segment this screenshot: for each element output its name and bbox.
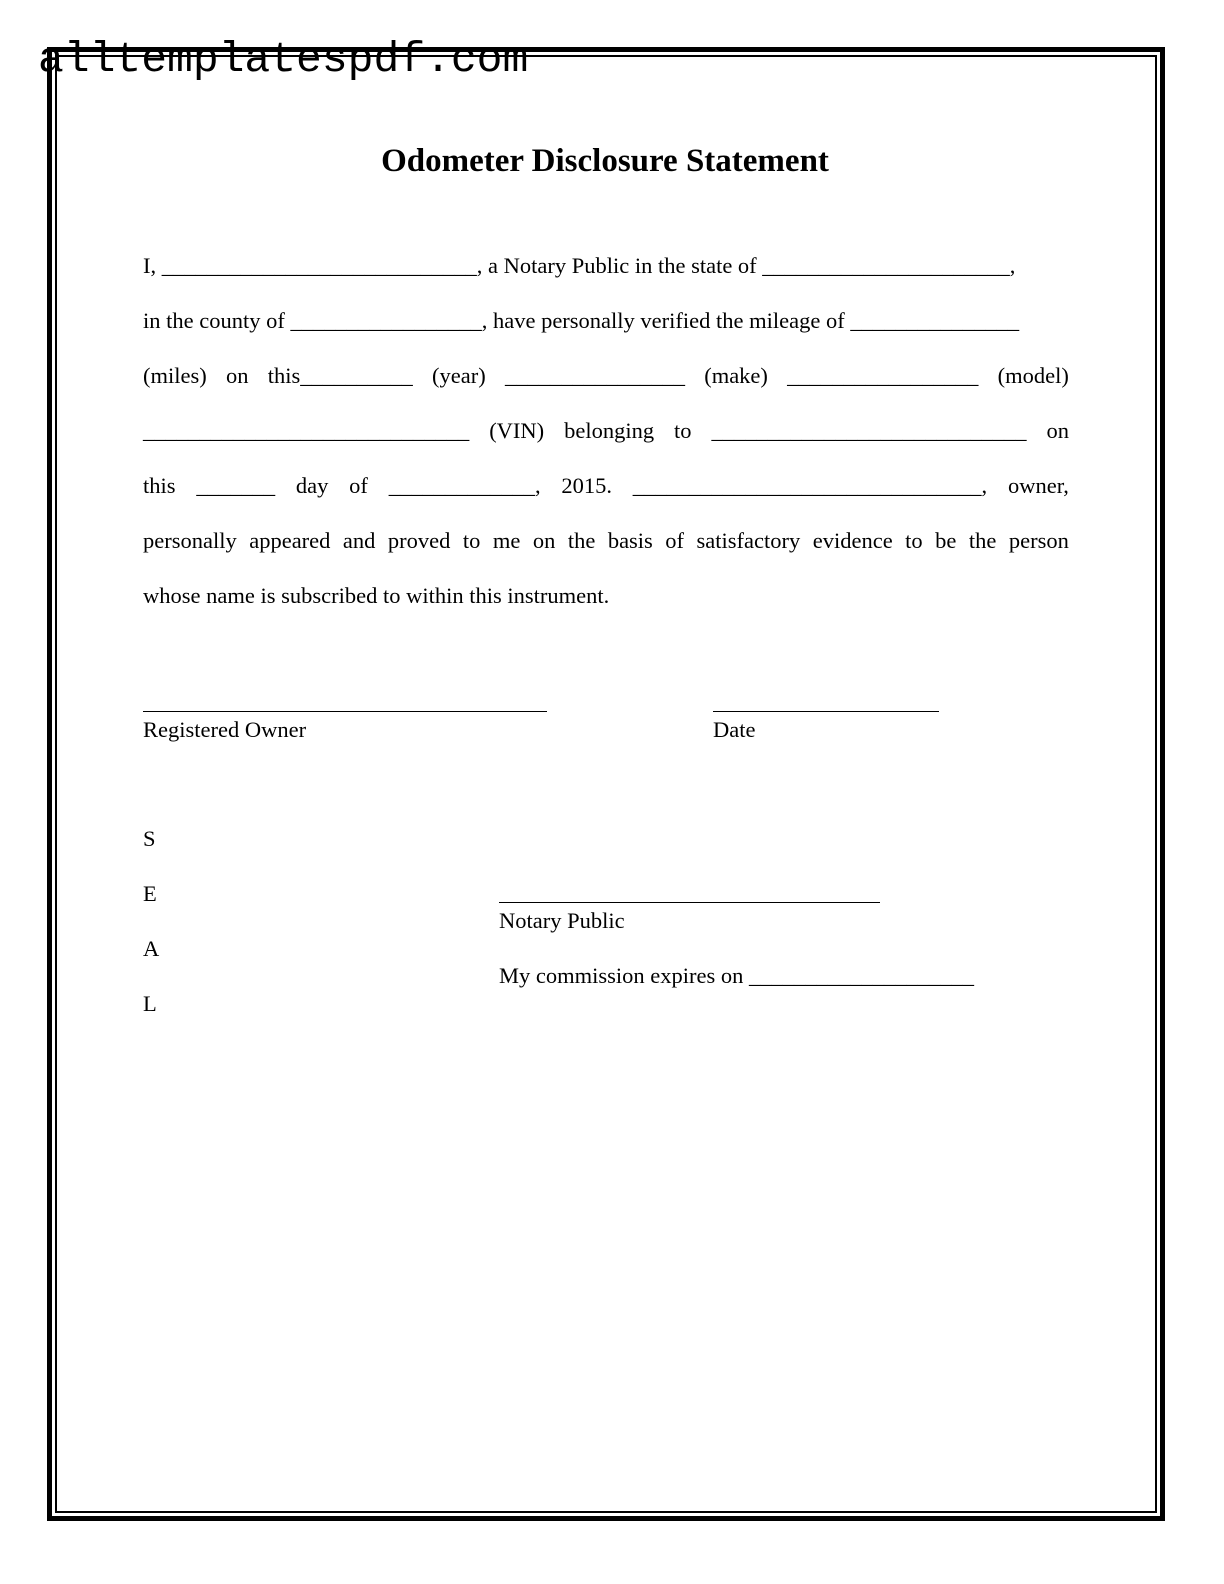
statement-word: on — [532, 528, 556, 553]
statement-line — [143, 403, 1069, 458]
fill-in-blank[interactable]: ____________________________ — [711, 418, 1027, 443]
statement-word: 2015. — [561, 473, 612, 498]
fill-in-blank[interactable]: _____________, — [388, 473, 541, 498]
statement-word: the — [968, 528, 997, 553]
fill-in-blank[interactable]: _______ — [196, 473, 276, 498]
statement-word: on — [225, 363, 249, 388]
statement-word: me — [492, 528, 521, 553]
statement-word: to — [462, 528, 481, 553]
statement-word: of — [349, 473, 368, 498]
statement-word: belonging — [564, 418, 655, 443]
statement-word: the — [567, 528, 596, 553]
statement-line — [143, 568, 1069, 623]
commission-expiry: My commission expires on ____________________ — [499, 963, 974, 988]
statement-line — [143, 513, 1069, 568]
statement-word: to — [905, 528, 923, 553]
seal-letter-s: S — [143, 826, 156, 851]
statement-word: (make) — [704, 363, 768, 388]
fill-in-blank[interactable]: ________________ — [504, 363, 685, 388]
date-signature-label: Date — [713, 717, 756, 742]
owner-signature-label: Registered Owner — [143, 717, 307, 742]
statement-word: (VIN) — [489, 418, 545, 443]
statement-word: appeared — [249, 528, 331, 553]
seal-letter-a: A — [143, 936, 160, 961]
statement-line — [143, 348, 1069, 403]
statement-word: (year) — [432, 363, 486, 388]
document-title: Odometer Disclosure Statement — [381, 143, 829, 179]
fill-in-blank[interactable]: _____________________________ — [143, 418, 470, 443]
statement-word: day — [295, 473, 329, 498]
fill-in-blank[interactable]: in the county of _________________, have personally verified the mileage of _______________ — [143, 308, 1020, 333]
notary-signature-label: Notary Public — [499, 908, 625, 933]
date-signature-line — [713, 711, 939, 712]
statement-word: of — [665, 528, 685, 553]
statement-word: owner, — [1007, 473, 1069, 498]
statement-line — [143, 238, 1069, 293]
watermark-text: alltemplatespdf.com — [38, 35, 529, 84]
seal-letter-l: L — [143, 991, 157, 1016]
statement-word: on — [1046, 418, 1069, 443]
fill-in-blank[interactable]: I, ____________________________, a Notary Public in the state of ______________________, — [143, 253, 1016, 278]
statement-body — [143, 238, 1069, 623]
statement-word: (miles) — [143, 363, 207, 388]
statement-word: and — [342, 528, 376, 553]
statement-word: satisfactory — [696, 528, 801, 553]
statement-word: to — [674, 418, 692, 443]
statement-word: basis — [607, 528, 653, 553]
owner-signature-line — [143, 711, 547, 712]
statement-line — [143, 293, 1069, 348]
fill-in-blank[interactable]: this__________ — [267, 363, 413, 388]
statement-word: proved — [387, 528, 451, 553]
statement-word: (model) — [997, 363, 1069, 388]
statement-line — [143, 458, 1069, 513]
statement-word: evidence — [812, 528, 893, 553]
statement-word: whose name is subscribed to within this instrument. — [143, 583, 610, 608]
statement-word: person — [1008, 528, 1069, 553]
notary-signature-line — [499, 902, 880, 903]
statement-word: personally — [143, 528, 237, 553]
fill-in-blank[interactable]: _______________________________, — [632, 473, 988, 498]
seal-letter-e: E — [143, 881, 157, 906]
fill-in-blank[interactable]: _________________ — [787, 363, 979, 388]
statement-word: be — [935, 528, 957, 553]
statement-word: this — [143, 473, 176, 498]
